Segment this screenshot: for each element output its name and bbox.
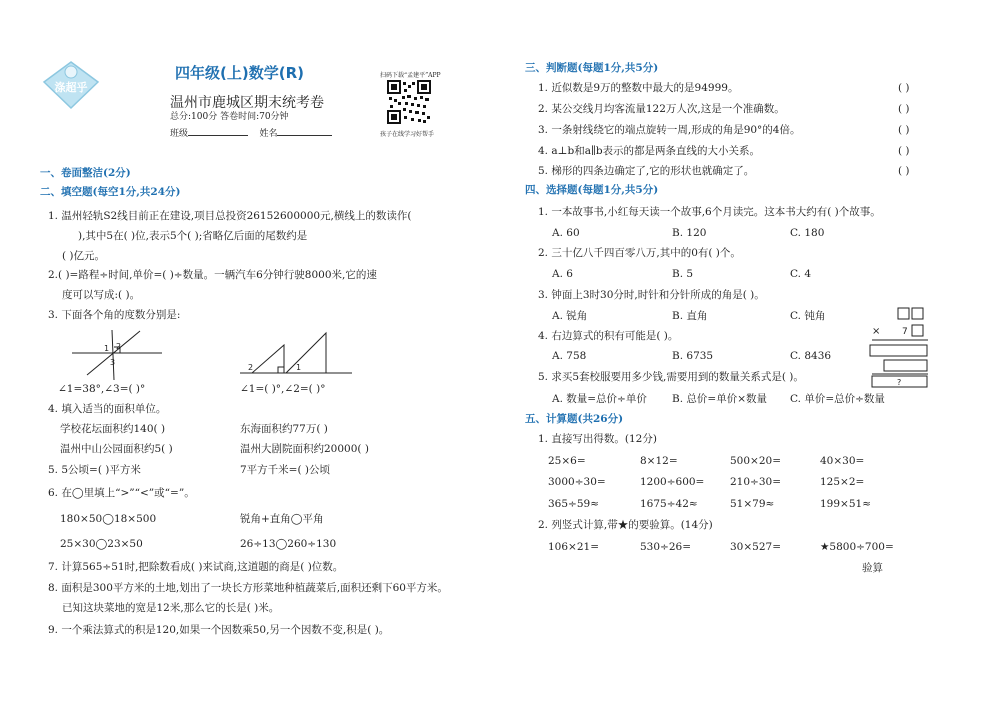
choice-3: 3. 钟面上3时30分时,时针和分针所成的角是( )。 [538, 289, 765, 301]
choice-3-option-c: C. 钝角 [790, 310, 826, 322]
calc-item: 500×20= [730, 455, 781, 467]
svg-text:2: 2 [116, 342, 122, 351]
angle-figure-1 [72, 330, 162, 380]
box-question-mark: ? [897, 378, 902, 387]
angle-labels-2 [248, 363, 301, 372]
judge-1-answer: ( ) [898, 82, 910, 94]
judge-3-answer: ( ) [898, 124, 910, 136]
svg-text:1: 1 [104, 344, 110, 353]
q6-item-d: 26÷13◯260÷130 [240, 538, 337, 550]
judge-2: 2. 某公交线月均客流量122万人次,这是一个准确数。 [538, 103, 785, 115]
q1-line2: ),其中5在( )位,表示5个( );省略亿后面的尾数约是 [78, 230, 308, 242]
box-times-sign: × [872, 326, 881, 337]
calc-item: 40×30= [820, 455, 865, 467]
q7: 7. 计算565÷51时,把除数看成( )来试商,这道题的商是( )位数。 [48, 561, 344, 573]
q1-line1: 1. 温州轻轨S2线目前正在建设,项目总投资26152600000元,横线上的数读作( [48, 210, 412, 222]
multiplication-box-figure [868, 307, 940, 389]
choice-2: 2. 三十亿八千四百零八万,其中的0有( )个。 [538, 247, 741, 259]
q6-item-b: 锐角+直角◯平角 [240, 513, 324, 525]
q4-prompt: 4. 填入适当的面积单位。 [48, 403, 167, 415]
q4-item-a: 学校花坛面积约140( ) [60, 423, 166, 435]
judge-4-answer: ( ) [898, 145, 910, 157]
qr-caption-bottom: 孩子在线学习好帮手 [380, 131, 435, 138]
q3-prompt: 3. 下面各个角的度数分别是: [48, 309, 181, 321]
section-4-title: 四、选择题(每题1分,共5分) [525, 184, 659, 196]
choice-5-option-b: B. 总价=单价×数量 [672, 393, 767, 405]
vertical-calc-item: 106×21= [548, 541, 599, 553]
calc-item: 199×51≈ [820, 498, 871, 510]
calc-item: 51×79≈ [730, 498, 775, 510]
choice-2-option-a: A. 6 [552, 268, 573, 280]
judge-2-answer: ( ) [898, 103, 910, 115]
box-digit-seven: 7 [902, 327, 908, 337]
q5-item-a: 5. 5公顷=( )平方米 [48, 464, 141, 476]
calc-item: 365÷59≈ [548, 498, 599, 510]
choice-3-option-a: A. 锐角 [552, 310, 588, 322]
calc-1-prompt: 1. 直接写出得数。(12分) [538, 433, 657, 445]
q4-item-d: 温州大剧院面积约20000( ) [240, 443, 369, 455]
judge-5: 5. 梯形的四条边确定了,它的形状也就确定了。 [538, 165, 755, 177]
calc-item: 210÷30= [730, 476, 781, 488]
section-2-title: 二、填空题(每空1分,共24分) [40, 186, 181, 198]
name-label: 姓名 [259, 129, 278, 139]
choice-2-option-b: B. 5 [672, 268, 694, 280]
vertical-calc-item: 530÷26= [640, 541, 691, 553]
verify-label: 验算 [862, 562, 883, 574]
qr-code[interactable] [387, 80, 431, 124]
q1-line3: ( )亿元。 [62, 250, 106, 262]
qr-caption-top: 扫码下载“孟建平”APP [380, 72, 441, 79]
section-1-title: 一、卷面整洁(2分) [40, 167, 131, 179]
judge-4: 4. a⊥b和a∥b表示的都是两条直线的大小关系。 [538, 145, 761, 157]
q6-item-c: 25×30◯23×50 [60, 538, 143, 550]
choice-1-option-a: A. 60 [552, 227, 580, 239]
calc-item: 8×12= [640, 455, 678, 467]
q2-line1: 2.( )=路程÷时间,单价=( )÷数量。一辆汽车6分钟行驶8000米,它的速 [48, 269, 377, 281]
svg-text:3: 3 [110, 358, 116, 367]
calc-item: 125×2= [820, 476, 865, 488]
calc-item: 25×6= [548, 455, 586, 467]
choice-1-option-b: B. 120 [672, 227, 707, 239]
q5-item-b: 7平方千米=( )公顷 [240, 464, 331, 476]
choice-4-option-a: A. 758 [552, 350, 587, 362]
judge-1: 1. 近似数是9万的整数中最大的是94999。 [538, 82, 739, 94]
q2-line2: 度可以写成:( )。 [62, 289, 141, 301]
judge-3: 3. 一条射线绕它的端点旋转一周,形成的角是90°的4倍。 [538, 124, 801, 136]
q4-item-b: 东海面积约77万( ) [240, 423, 328, 435]
choice-2-option-c: C. 4 [790, 268, 812, 280]
exam-subtitle: 温州市鹿城区期末统考卷 [170, 95, 324, 111]
svg-text:1: 1 [296, 363, 302, 372]
choice-5-option-a: A. 数量=总价÷单价 [552, 393, 647, 405]
choice-4: 4. 右边算式的积有可能是( )。 [538, 330, 679, 342]
q6-prompt: 6. 在◯里填上“>”“<”或“=”。 [48, 487, 195, 499]
calc-item: 1200÷600= [640, 476, 705, 488]
choice-4-option-b: B. 6735 [672, 350, 714, 362]
choice-5-option-c: C. 单价=总价÷数量 [790, 393, 885, 405]
q9: 9. 一个乘法算式的积是120,如果一个因数乘50,另一个因数不变,积是( )。 [48, 624, 390, 636]
calc-item: 3000÷30= [548, 476, 606, 488]
choice-3-option-b: B. 直角 [672, 310, 708, 322]
choice-1-option-c: C. 180 [790, 227, 825, 239]
judge-5-answer: ( ) [898, 165, 910, 177]
vertical-calc-item: 30×527= [730, 541, 781, 553]
calc-2-prompt: 2. 列竖式计算,带★的要验算。(14分) [538, 519, 713, 531]
angle-figures [72, 325, 362, 383]
q4-item-c: 温州中山公园面积约5( ) [60, 443, 173, 455]
calc-item: 1675÷42≈ [640, 498, 698, 510]
exam-meta: 总分:100分 答卷时间:70分钟 [170, 112, 289, 122]
choice-4-option-c: C. 8436 [790, 350, 832, 362]
exam-title: 四年级(上)数学(R) [175, 64, 304, 82]
class-label: 班级 [170, 129, 189, 139]
svg-text:2: 2 [248, 363, 254, 372]
choice-5: 5. 求买5套校服要用多少钱,需要用到的数量关系式是( )。 [538, 371, 804, 383]
q3-answer-2: ∠1=( )°,∠2=( )° [240, 383, 326, 395]
logo-badge [40, 60, 102, 110]
choice-1: 1. 一本故事书,小红每天读一个故事,6个月读完。这本书大约有( )个故事。 [538, 206, 881, 218]
q3-answer-1: ∠1=38°,∠3=( )° [58, 383, 146, 395]
class-name-fields [170, 128, 332, 141]
vertical-calc-item: ★5800÷700= [820, 541, 894, 553]
section-5-title: 五、计算题(共26分) [525, 413, 624, 425]
q6-item-a: 180×50◯18×500 [60, 513, 157, 525]
q8-line1: 8. 面积是300平方米的土地,划出了一块长方形菜地种植蔬菜后,面积还剩下60平方米。 [48, 582, 448, 594]
logo-text: 涤超乎 [54, 81, 88, 94]
q8-line2: 已知这块菜地的宽是12米,那么它的长是( )米。 [62, 602, 280, 614]
section-3-title: 三、判断题(每题1分,共5分) [525, 62, 659, 74]
